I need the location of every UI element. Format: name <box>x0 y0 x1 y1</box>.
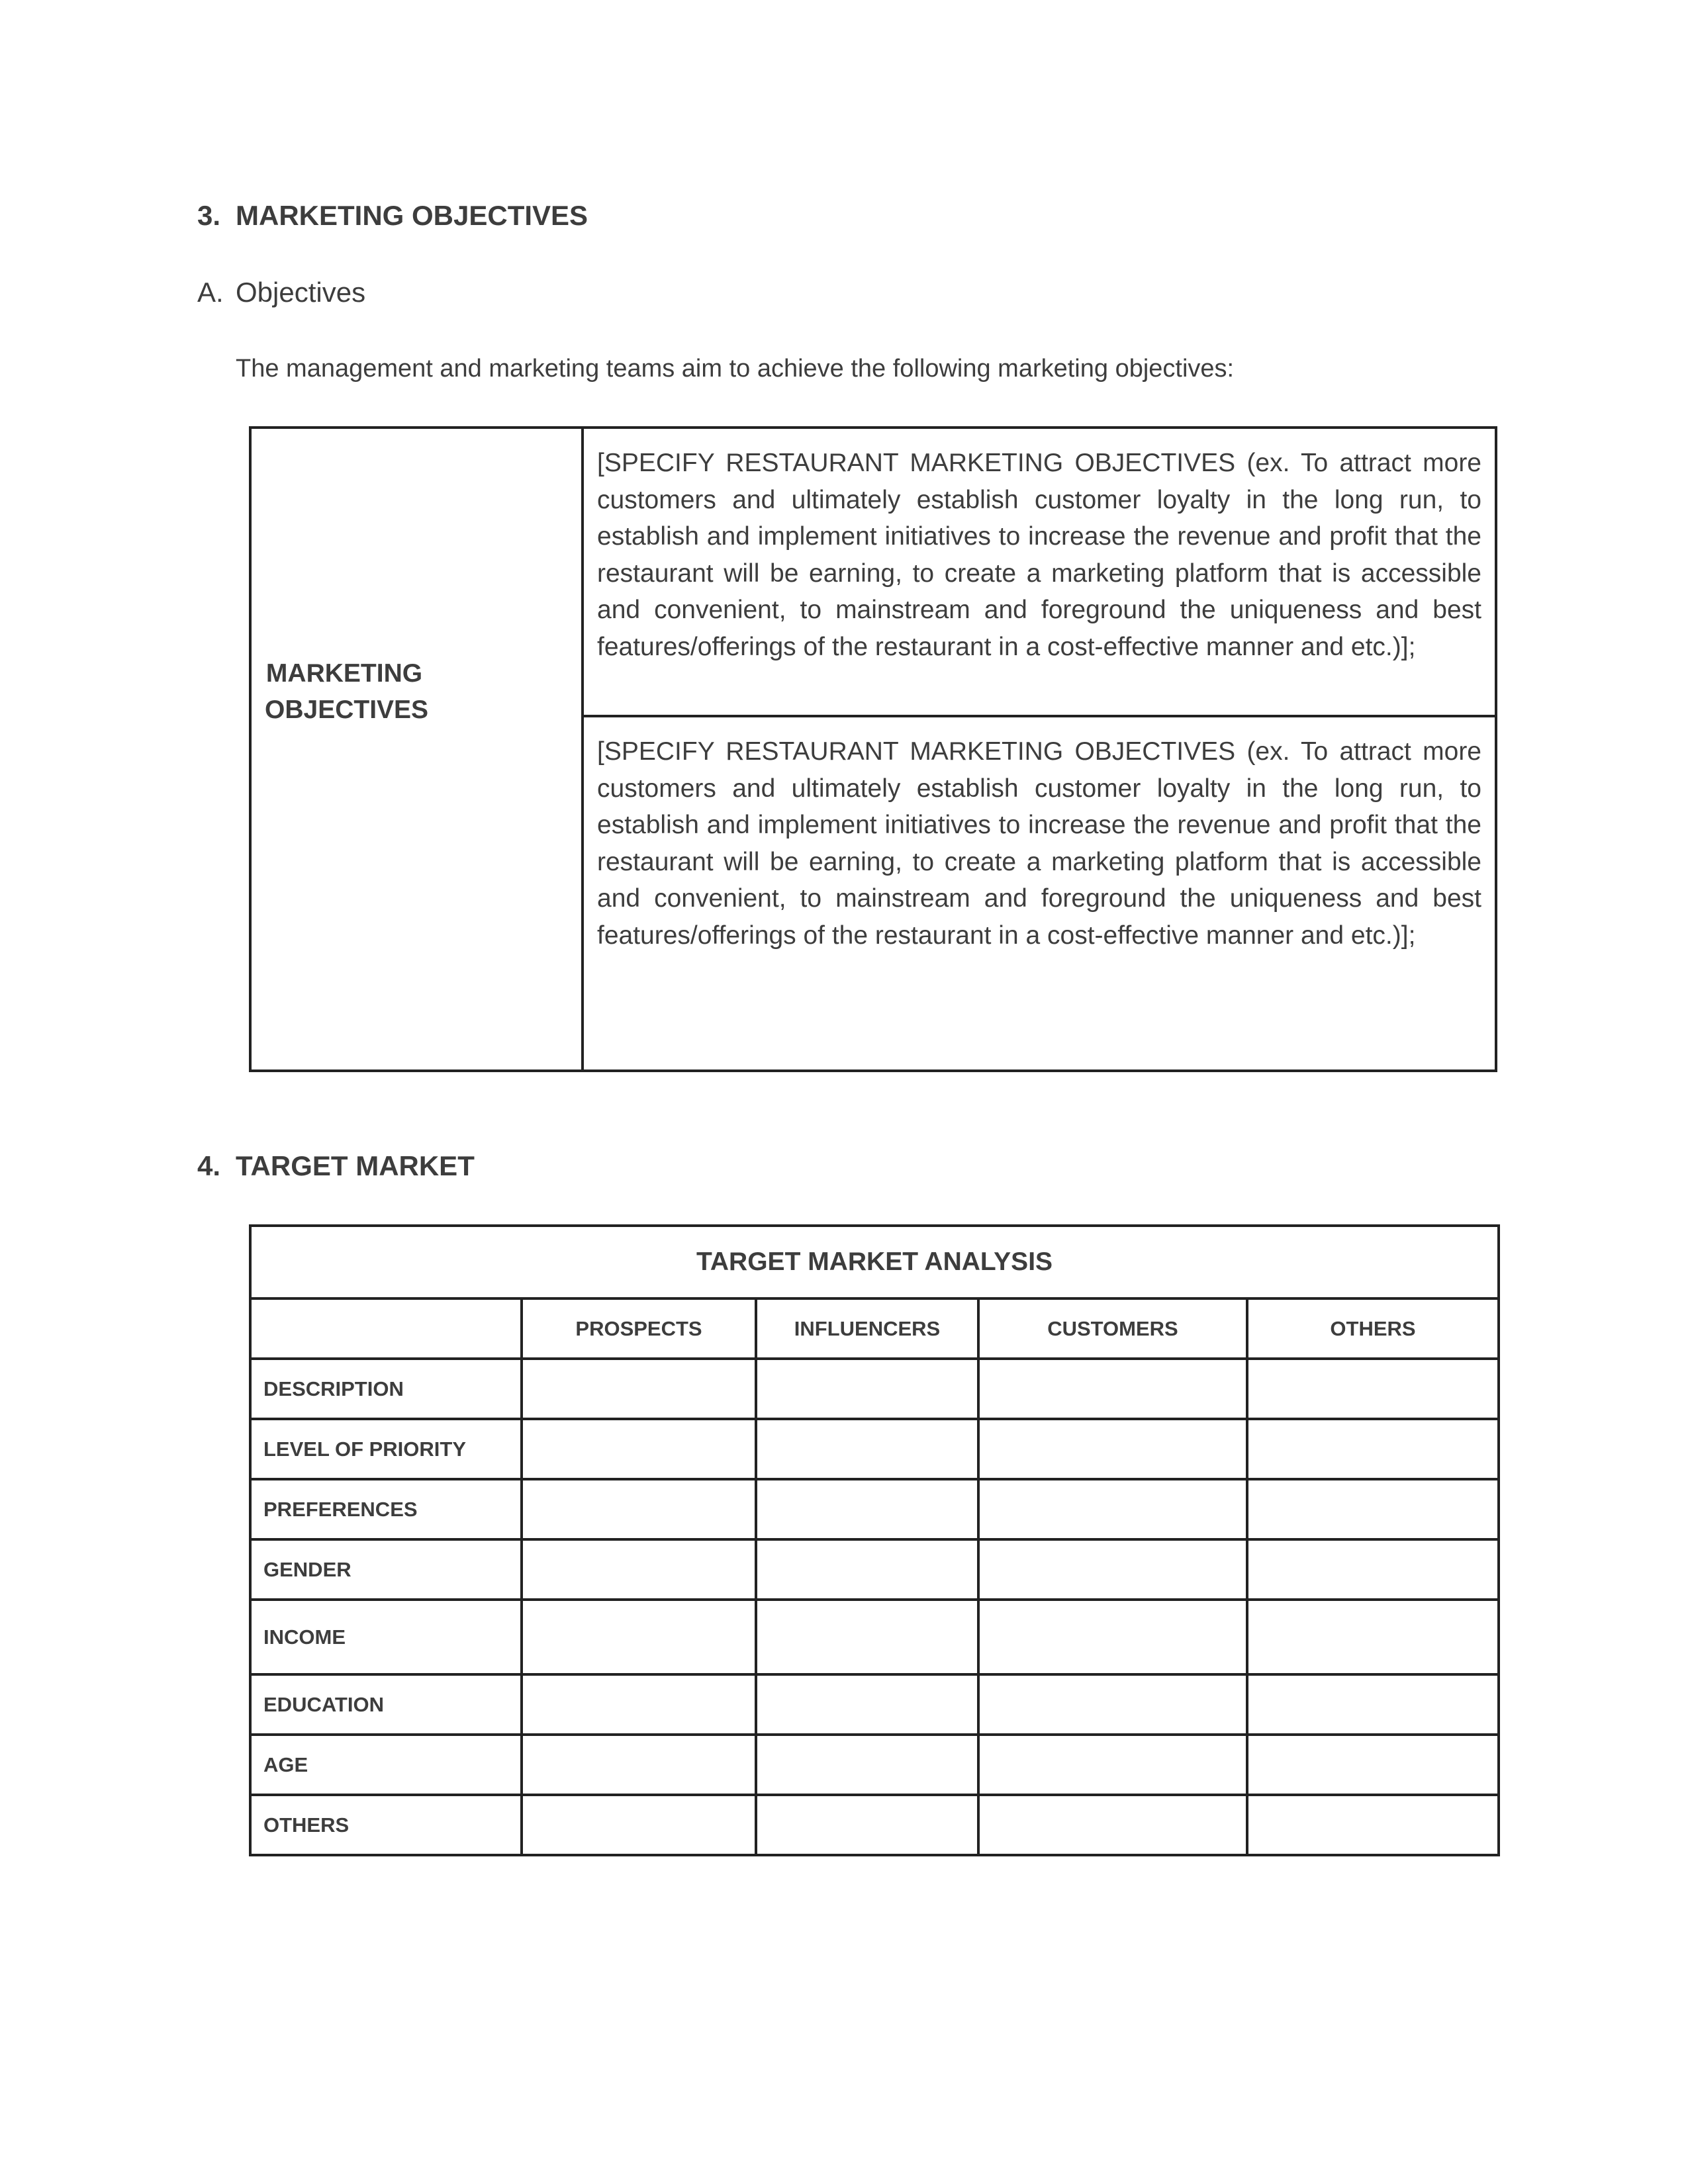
table-cell[interactable] <box>978 1674 1247 1735</box>
table-row <box>250 1479 1499 1539</box>
row-header-preferences: PREFERENCES <box>250 1479 522 1539</box>
table-cell[interactable] <box>522 1539 756 1600</box>
subsection-a-heading <box>197 277 365 308</box>
objectives-label-cell <box>252 429 584 1069</box>
table-cell[interactable] <box>1247 1539 1499 1600</box>
table-row <box>250 1419 1499 1479</box>
table-cell[interactable] <box>1247 1419 1499 1479</box>
objectives-label <box>265 655 429 728</box>
intro-paragraph: The management and marketing teams aim to achieve the following marketing objectives: <box>236 355 1235 383</box>
table-cell[interactable] <box>1247 1735 1499 1795</box>
table-cell[interactable] <box>522 1795 756 1855</box>
table-cell[interactable] <box>978 1735 1247 1795</box>
row-header-gender: GENDER <box>250 1539 522 1600</box>
table-cell[interactable] <box>522 1674 756 1735</box>
objective-entry-2: [SPECIFY RESTAURANT MARKETING OBJECTIVES (ex. To attract more customers and ultimately establish customer loyalty in the long run, to establish and implement initiatives to increase the revenue and profit that the restaurant will be earning, to create a marketing platform that is accessible and convenient, to mainstream and foreground the uniqueness and best features/offerings of the restaurant in a cost-effective manner and etc.)]; <box>597 737 1481 950</box>
row-header-others: OTHERS <box>250 1795 522 1855</box>
table-cell[interactable] <box>756 1600 978 1674</box>
table-cell[interactable] <box>978 1539 1247 1600</box>
table-cell[interactable] <box>756 1359 978 1419</box>
table-cell[interactable] <box>978 1600 1247 1674</box>
table-cell[interactable] <box>522 1600 756 1674</box>
objective-entry-1: [SPECIFY RESTAURANT MARKETING OBJECTIVES (ex. To attract more customers and ultimately establish customer loyalty in the long run, to establish and implement initiatives to increase the revenue and profit that the restaurant will be earning, to create a marketing platform that is accessible and convenient, to mainstream and foreground the uniqueness and best features/offerings of the restaurant in a cost-effective manner and etc.)]; <box>584 429 1495 717</box>
subsection-a-letter: A. <box>197 277 224 308</box>
section-3-number: 3. <box>197 200 221 231</box>
column-header-influencers: INFLUENCERS <box>756 1298 978 1359</box>
section-4-title: TARGET MARKET <box>236 1150 475 1181</box>
table-cell[interactable] <box>756 1795 978 1855</box>
table-cell[interactable] <box>756 1735 978 1795</box>
corner-cell <box>250 1298 522 1359</box>
subsection-a-title: Objectives <box>236 277 366 308</box>
table-cell[interactable] <box>1247 1674 1499 1735</box>
row-header-education: EDUCATION <box>250 1674 522 1735</box>
table-cell[interactable] <box>756 1539 978 1600</box>
table-cell[interactable] <box>1247 1795 1499 1855</box>
row-header-description: DESCRIPTION <box>250 1359 522 1419</box>
marketing-objectives-table <box>249 426 1497 1072</box>
table-cell[interactable] <box>522 1735 756 1795</box>
table-row <box>250 1735 1499 1795</box>
table-cell[interactable] <box>978 1359 1247 1419</box>
section-3-heading <box>197 200 588 232</box>
section-4-heading <box>197 1150 475 1182</box>
table-cell[interactable] <box>522 1419 756 1479</box>
row-header-level-of-priority: LEVEL OF PRIORITY <box>250 1419 522 1479</box>
section-3-title: MARKETING OBJECTIVES <box>236 200 588 231</box>
table-cell[interactable] <box>756 1674 978 1735</box>
table-row <box>250 1795 1499 1855</box>
row-header-age: AGE <box>250 1735 522 1795</box>
objectives-text-column <box>584 429 1495 1069</box>
section-4-number: 4. <box>197 1150 221 1181</box>
table-cell[interactable] <box>978 1479 1247 1539</box>
table-cell[interactable] <box>978 1419 1247 1479</box>
table-row <box>250 1600 1499 1674</box>
table-row <box>250 1674 1499 1735</box>
table-row <box>250 1539 1499 1600</box>
column-header-prospects: PROSPECTS <box>522 1298 756 1359</box>
target-market-table <box>249 1224 1500 1856</box>
column-header-others: OTHERS <box>1247 1298 1499 1359</box>
objectives-label-line1: MARKETING <box>265 659 423 688</box>
table-cell[interactable] <box>522 1359 756 1419</box>
table-cell[interactable] <box>1247 1359 1499 1419</box>
table-cell[interactable] <box>1247 1600 1499 1674</box>
table-cell[interactable] <box>756 1479 978 1539</box>
table-cell[interactable] <box>522 1479 756 1539</box>
table-cell[interactable] <box>756 1419 978 1479</box>
table-cell[interactable] <box>1247 1479 1499 1539</box>
objectives-label-line2: OBJECTIVES <box>265 696 429 724</box>
row-header-income: INCOME <box>250 1600 522 1674</box>
table-row <box>250 1359 1499 1419</box>
table-cell[interactable] <box>978 1795 1247 1855</box>
column-header-customers: CUSTOMERS <box>978 1298 1247 1359</box>
target-market-table-title: TARGET MARKET ANALYSIS <box>250 1226 1499 1298</box>
